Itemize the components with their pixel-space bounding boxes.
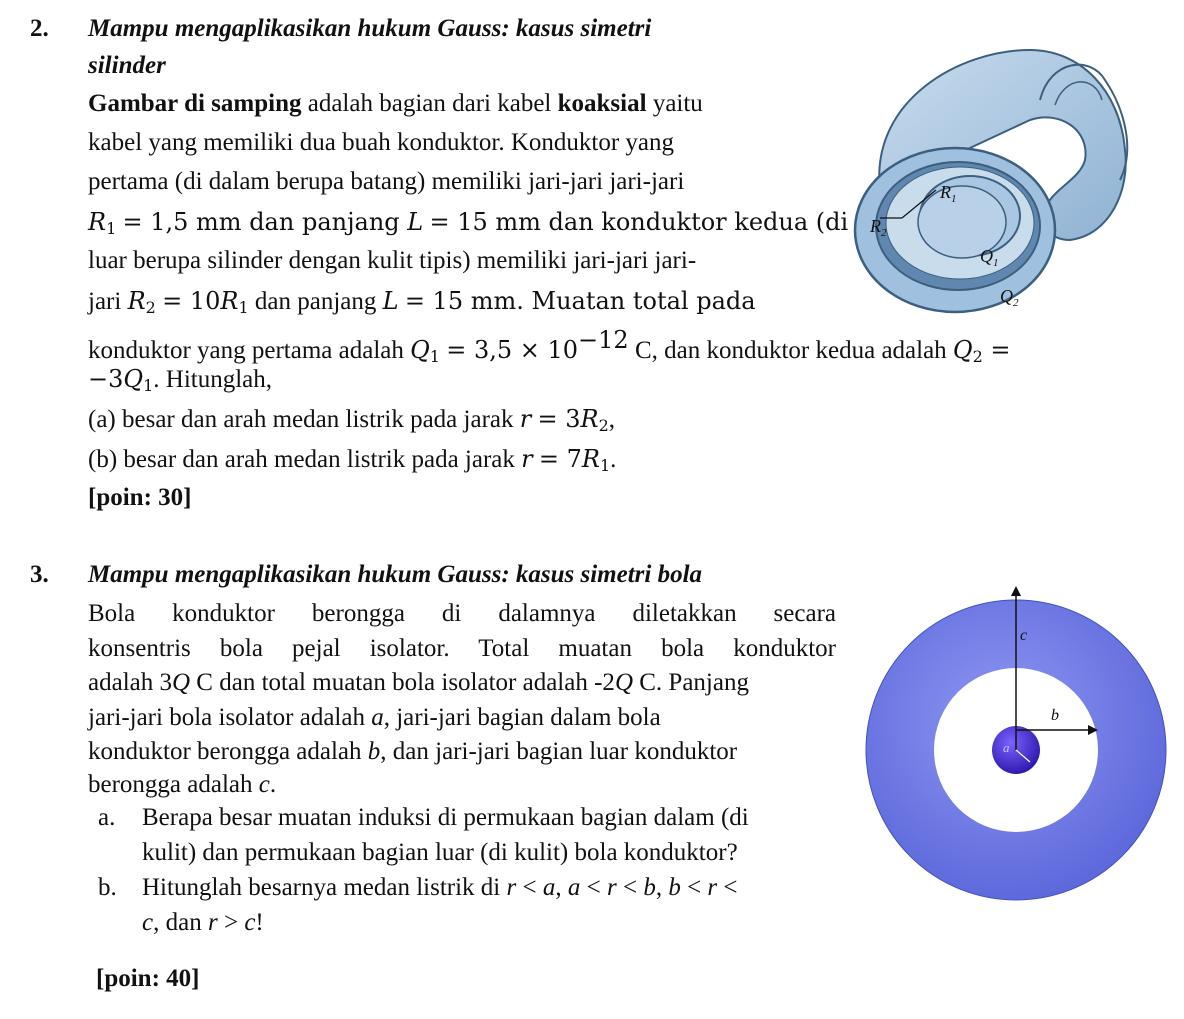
item-a-text: (a) besar dan arah medan listrik pada jarak (88, 406, 520, 433)
hitunglah-text: . Hitunglah, (153, 366, 273, 393)
problem-3-item-b-label: b. (98, 874, 117, 901)
intro-bold-koaksial: koaksial (557, 90, 647, 117)
intro-text1: adalah bagian dari kabel (301, 90, 558, 117)
label-c: c (1020, 627, 1028, 644)
item-b-line2-end: ! (255, 909, 264, 936)
coaxial-cable-figure (840, 40, 1140, 330)
ineq-a2: a (567, 874, 581, 901)
item-b-line2-text: , dan (153, 909, 208, 936)
problem-3-line5 (88, 737, 737, 767)
label-q1: $Q_1$ (980, 246, 999, 269)
item-a-eq: = 3 (537, 405, 581, 433)
problem-3-points: [poin: 40] (96, 965, 200, 992)
ineq-1: r (506, 874, 517, 901)
intro-text2: yaitu (646, 90, 703, 117)
symbol-r-b: r (521, 445, 533, 473)
label-r1: $R_1$ (940, 182, 957, 205)
problem-3-item-a-line2: kulit) dan permukaan bagian luar (di kulit) bola konduktor? (142, 839, 738, 866)
problem-2-line5: luar berupa silinder dengan kulit tipis) memiliki jari-jari jari- (88, 247, 697, 274)
problem-3-heading: Mampu mengaplikasikan hukum Gauss: kasus simetri bola (88, 561, 703, 588)
item-b-line1-text: Hitunglah besarnya medan listrik di (142, 874, 507, 901)
panjang-text: dan panjang (248, 288, 383, 315)
line6-a: berongga adalah (88, 771, 259, 798)
l2-value: = 15 mm. Muatan total pada (404, 287, 756, 315)
top-edge-mark (28, 0, 228, 3)
symbol-q1c: $Q_1$ (123, 365, 154, 395)
problem-3-line2: konsentris bola pejal isolator. Total muatan bola konduktor (88, 635, 836, 662)
symbol-b: b (367, 738, 381, 765)
concentric-sphere-figure (858, 582, 1168, 902)
konduktor2-text: C, dan konduktor kedua adalah (628, 337, 953, 364)
symbol-q-2q: Q (614, 669, 633, 696)
ineq-b2: b (668, 874, 681, 901)
ineq-a1: a (542, 874, 556, 901)
item-a-comma: , (608, 406, 616, 433)
ineq-r3: r (707, 874, 718, 901)
problem-3-item-b-line1: Hitunglah besarnya medan listrik di r < a, a < r < b, b < r < (142, 874, 738, 901)
line3-a: adalah 3 (88, 669, 172, 696)
problem-2-line2: kabel yang memiliki dua buah konduktor. Konduktor yang (88, 129, 675, 156)
symbol-r1-b: $R_1$ (581, 445, 611, 475)
symbol-q1: $Q_1$ (410, 336, 440, 366)
label-b: b (1051, 707, 1059, 724)
symbol-r-a: r (519, 405, 532, 433)
ineq-c2: c (244, 909, 256, 936)
problem-3-item-a-label: a. (98, 804, 116, 831)
l-value-text: = 15 mm dan konduktor kedua (di (429, 208, 849, 236)
symbol-q2: $Q_2$ (952, 336, 983, 366)
line5-b: , dan jari-jari bagian luar konduktor (380, 738, 738, 765)
symbol-r1: $R_1$ (88, 208, 117, 238)
label-a: a (1003, 740, 1010, 755)
problem-2-intro-line1 (88, 89, 703, 119)
ineq-r2: r (606, 874, 617, 901)
item-b-text: (b) besar dan arah medan listrik pada jarak (88, 446, 522, 473)
q1-value: = 3,5 × 10 (446, 336, 579, 364)
intro-bold-gambar: Gambar di samping (88, 90, 302, 117)
symbol-r1b: $R_1$ (220, 287, 249, 317)
problem-2-line8 (88, 364, 272, 401)
problem-3-line3 (88, 668, 749, 698)
q2-eq: = (982, 336, 1011, 364)
item-b-period: . (610, 446, 617, 473)
radius-c-arrowhead (1011, 586, 1021, 596)
symbol-l2: L (382, 287, 399, 315)
line4-a: jari-jari bola isolator adalah (88, 704, 372, 731)
symbol-q-3q: Q (171, 669, 191, 696)
problem-3-line1: Bola konduktor berongga di dalamnya diletakkan secara (88, 600, 836, 627)
problem-2-item-a (88, 404, 615, 441)
q1-exponent: −12 (578, 326, 629, 354)
symbol-r2-a: $R_2$ (580, 405, 609, 435)
jari-text: jari (88, 288, 128, 315)
item-b-eq: = 7 (538, 445, 582, 473)
konduktor-text: konduktor yang pertama adalah (88, 337, 411, 364)
problem-3-number: 3. (30, 561, 49, 588)
symbol-c: c (258, 771, 270, 798)
symbol-r2: $R_2$ (127, 287, 156, 317)
problem-2-heading-line2: silinder (88, 52, 166, 79)
problem-3-line4 (88, 703, 661, 733)
ineq-b1: b (643, 874, 656, 901)
symbol-l: L (407, 208, 424, 236)
line3-c: C. Panjang (633, 669, 749, 696)
problem-3-item-a-line1: Berapa besar muatan induksi di permukaan bagian dalam (di (142, 804, 749, 831)
problem-3-item-b-line2: c, dan r > c! (142, 909, 264, 936)
label-q2: $Q_2$ (1000, 286, 1019, 309)
problem-2-heading-line1: Mampu mengaplikasikan hukum Gauss: kasus simetri (88, 15, 652, 42)
problem-3-line6 (88, 770, 276, 800)
problem-2-number: 2. (30, 15, 49, 42)
line3-b: C dan total muatan bola isolator adalah -2 (190, 669, 615, 696)
problem-2-line3: pertama (di dalam berupa batang) memiliki jari-jari jari-jari (88, 168, 685, 195)
line4-b: , jari-jari bagian dalam bola (383, 704, 661, 731)
problem-2-line4 (88, 207, 848, 244)
line5-a: konduktor berongga adalah (88, 738, 368, 765)
label-r2: $R_2$ (870, 216, 887, 239)
problem-2-line6 (88, 286, 756, 323)
r1-value: = 1,5 mm dan panjang (122, 208, 408, 236)
problem-2-item-b (88, 444, 616, 481)
r2-eq: = 10 (162, 287, 221, 315)
line6-b: . (269, 771, 277, 798)
symbol-a: a (371, 704, 384, 731)
ineq-c1: c (142, 909, 154, 936)
ineq-r4: r (207, 909, 218, 936)
q2-minus3: −3 (88, 365, 124, 393)
problem-2-points: [poin: 30] (88, 484, 192, 511)
